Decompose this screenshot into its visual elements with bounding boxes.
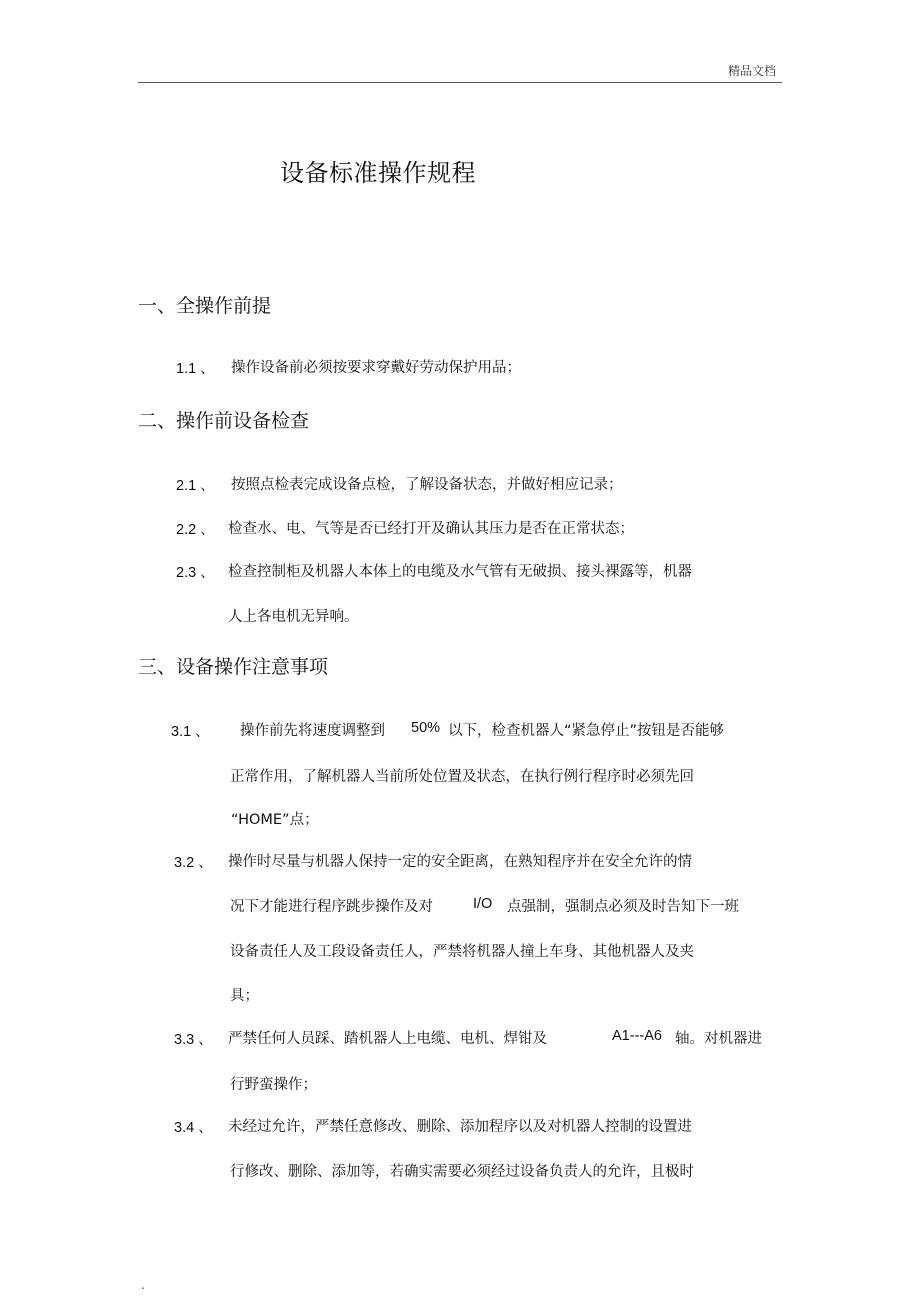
item-text-3-2-line-3: 设备责任人及工段设备责任人，严禁将机器人撞上车身、其他机器人及夹 (230, 944, 694, 960)
item-text-1-1: 操作设备前必须按要求穿戴好劳动保护用品； (231, 360, 521, 376)
item-text-3-1-line-1a: 操作前先将速度调整到 (240, 723, 385, 739)
item-text-3-3-line-1b: 轴。对机器进 (675, 1031, 762, 1047)
item-text-3-1-value: 50% (411, 720, 441, 736)
item-number-3-2: 3.2 、 (174, 855, 213, 871)
item-text-2-3-line-1: 检查控制柜及机器人本体上的电缆及水气管有无破损、接头裸露等，机器 (228, 564, 692, 580)
item-number-2-3: 2.3 、 (176, 565, 215, 581)
item-text-3-3-line-2: 行野蛮操作； (230, 1077, 317, 1093)
item-text-3-1-line-2: 正常作用，了解机器人当前所处位置及状态，在执行例行程序时必须先回 (230, 769, 694, 785)
item-text-3-2-line-2a: 况下才能进行程序跳步操作及对 (230, 899, 433, 915)
page-title: 设备标准操作规程 (280, 159, 476, 187)
item-number-2-2: 2.2 、 (176, 522, 215, 538)
item-text-3-4-line-1: 未经过允许，严禁任意修改、删除、添加程序以及对机器人控制的设置进 (228, 1119, 692, 1135)
item-text-3-4-line-2: 行修改、删除、添加等，若确实需要必须经过设备负责人的允许，且极时 (230, 1164, 694, 1180)
item-text-3-2-line-2b: 点强制，强制点必须及时告知下一班 (507, 899, 739, 915)
item-text-2-3-line-2: 人上各电机无异响。 (228, 609, 359, 625)
item-text-2-1: 按照点检表完成设备点检，了解设备状态，并做好相应记录； (231, 477, 623, 493)
item-text-3-1-line-3: “HOME”点； (231, 812, 319, 828)
footer-mark: . (141, 1278, 145, 1292)
section-heading-2: 二、操作前设备检查 (138, 410, 310, 432)
header-divider (138, 82, 782, 83)
item-number-3-3: 3.3 、 (174, 1032, 213, 1048)
item-text-3-2-line-4: 具； (230, 988, 259, 1004)
item-text-3-2-io: I/O (473, 896, 493, 912)
item-number-3-4: 3.4 、 (174, 1120, 213, 1136)
item-text-2-2: 检查水、电、气等是否已经打开及确认其压力是否在正常状态； (228, 521, 634, 537)
item-text-3-3-axis: A1---A6 (612, 1028, 662, 1044)
item-number-1-1: 1.1 、 (176, 361, 215, 377)
item-text-3-2-line-1: 操作时尽量与机器人保持一定的安全距离，在熟知程序并在安全允许的情 (228, 854, 692, 870)
item-number-3-1: 3.1 、 (171, 724, 210, 740)
header-label: 精品文档 (728, 64, 777, 78)
section-heading-1: 一、全操作前提 (138, 295, 272, 317)
section-heading-3: 三、设备操作注意事项 (138, 656, 329, 678)
item-text-3-3-line-1a: 严禁任何人员踩、踏机器人上电缆、电机、焊钳及 (228, 1031, 547, 1047)
item-text-3-1-line-1b: 以下，检查机器人“紧急停止”按钮是否能够 (448, 723, 725, 739)
item-number-2-1: 2.1 、 (176, 478, 215, 494)
